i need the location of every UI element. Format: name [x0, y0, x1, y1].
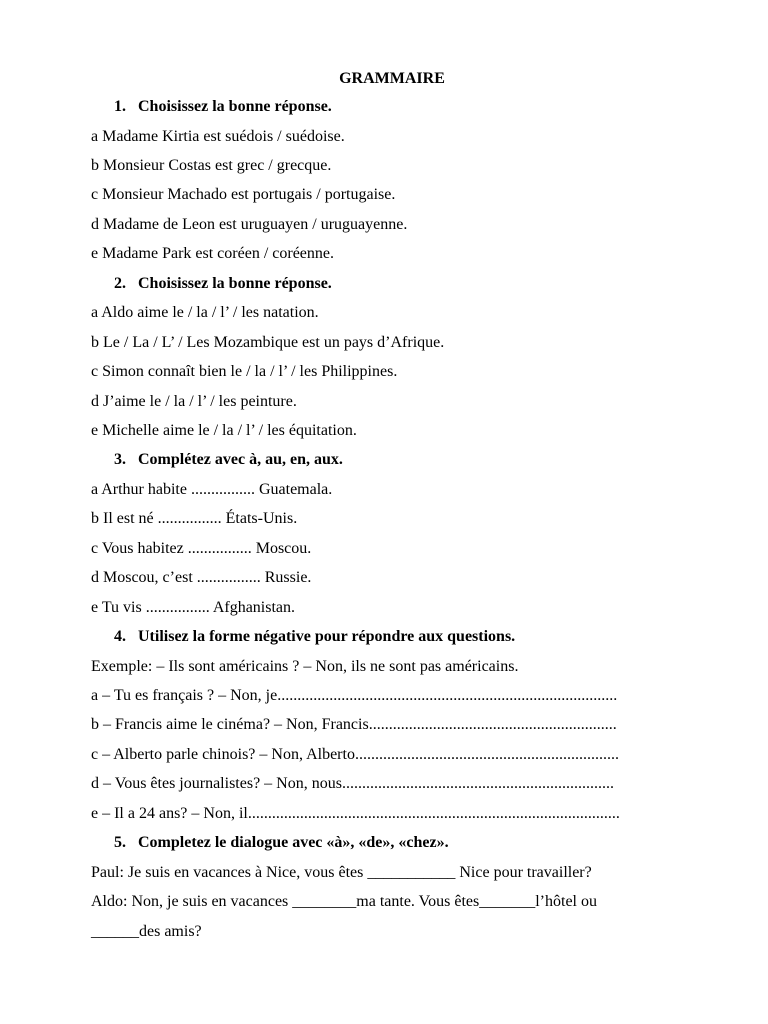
exercise-line: b Monsieur Costas est grec / grecque.: [91, 156, 332, 174]
exercise-line: Aldo: Non, je suis en vacances ________ma tante. Vous êtes_______l’hôtel ou: [91, 893, 597, 911]
exercise-line: b Le / La / L’ / Les Mozambique est un pays d’Afrique.: [91, 333, 445, 351]
exercise-line: a – Tu es français ? – Non, je.....................................................................................: [91, 687, 618, 704]
section-5-heading: [114, 833, 449, 853]
exercise-line: b Il est né ................ États-Unis.: [91, 510, 298, 528]
exercise-line: b – Francis aime le cinéma? – Non, Francis..............................................................: [91, 716, 617, 734]
exercise-line: d Madame de Leon est uruguayen / uruguayenne.: [91, 215, 408, 233]
section-heading-text: Choisissez la bonne réponse.: [138, 274, 332, 292]
exercise-line: d J’aime le / la / l’ / les peinture.: [91, 392, 297, 410]
exercise-line: ______des amis?: [91, 922, 202, 940]
section-number: 4.: [114, 628, 126, 646]
section-2-heading: [114, 274, 332, 294]
exercise-line: Exemple: – Ils sont américains ? – Non, ils ne sont pas américains.: [91, 657, 519, 675]
section-number: 5.: [114, 834, 126, 852]
exercise-line: d Moscou, c’est ................ Russie.: [91, 569, 312, 587]
exercise-line: e Madame Park est coréen / coréenne.: [91, 245, 334, 263]
exercise-line: c Simon connaît bien le / la / l’ / les Philippines.: [91, 363, 398, 381]
section-heading-text: Utilisez la forme négative pour répondre aux questions.: [138, 628, 516, 646]
exercise-line: a Aldo aime le / la / l’ / les natation.: [91, 304, 319, 322]
exercise-line: e Michelle aime le / la / l’ / les équitation.: [91, 421, 357, 439]
exercise-line: a Arthur habite ................ Guatemala.: [91, 480, 333, 498]
section-number: 3.: [114, 451, 126, 469]
section-1-heading: [114, 97, 332, 117]
exercise-line: c Vous habitez ................ Moscou.: [91, 539, 312, 557]
exercise-line: d – Vous êtes journalistes? – Non, nous....................................................................: [91, 775, 614, 793]
section-3-heading: [114, 450, 343, 470]
page-title: GRAMMAIRE: [339, 70, 445, 87]
section-number: 2.: [114, 274, 126, 292]
exercise-line: e – Il a 24 ans? – Non, il.............................................................................................: [91, 804, 620, 822]
section-number: 1.: [114, 98, 126, 115]
exercise-line: c – Alberto parle chinois? – Non, Alberto..................................................................: [91, 745, 619, 763]
exercise-line: c Monsieur Machado est portugais / portugaise.: [91, 186, 396, 204]
section-heading-text: Complétez avec à, au, en, aux.: [138, 451, 343, 469]
section-heading-text: Choisissez la bonne réponse.: [138, 98, 332, 115]
section-heading-text: Completez le dialogue avec «à», «de», «chez».: [138, 834, 449, 852]
exercise-line: Paul: Je suis en vacances à Nice, vous êtes ___________ Nice pour travailler?: [91, 863, 592, 881]
exercise-line: a Madame Kirtia est suédois / suédoise.: [91, 127, 345, 145]
section-4-heading: [114, 627, 515, 647]
exercise-line: e Tu vis ................ Afghanistan.: [91, 598, 296, 616]
